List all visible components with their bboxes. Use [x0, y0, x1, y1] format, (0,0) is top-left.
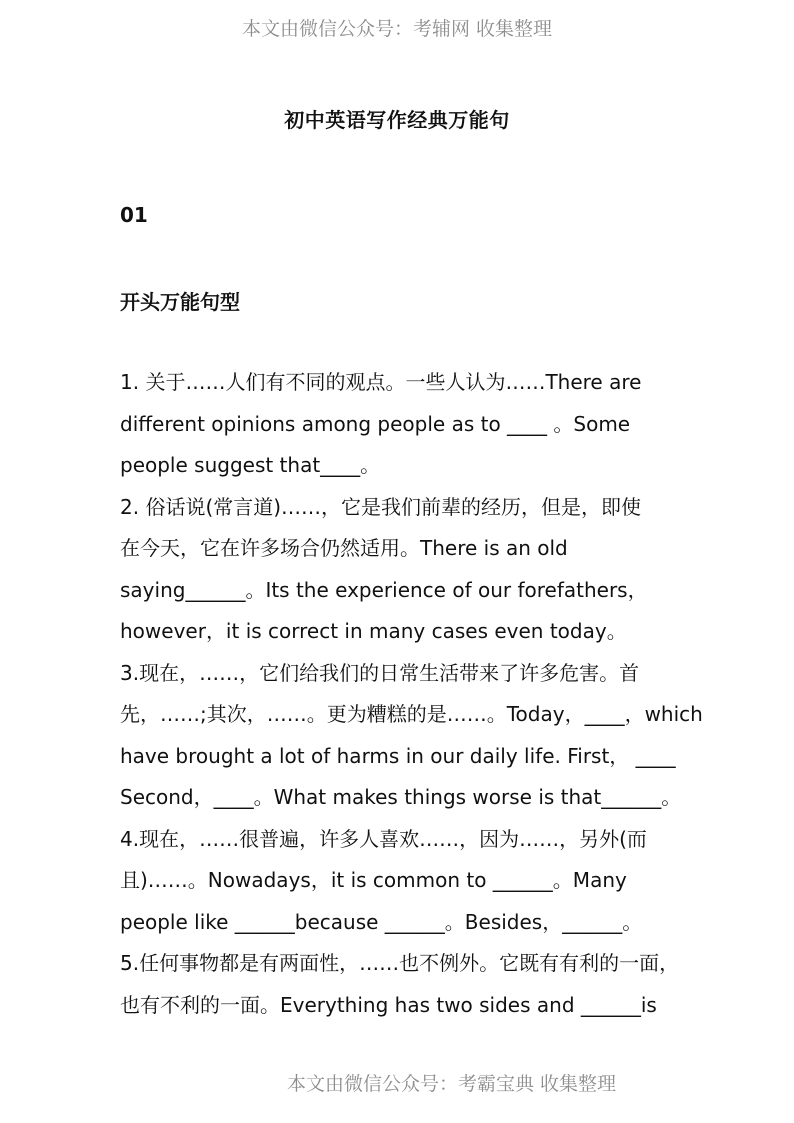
section-number: 01	[120, 203, 148, 227]
text-line: 先，……;其次，……。更为糟糕的是……。Today，____，which	[120, 702, 703, 726]
text-line: saying______。Its the experience of our forefathers，	[120, 577, 648, 602]
text-line: 4.现在，……很普遍，许多人喜欢……，因为……，另外(而	[120, 826, 647, 851]
text-line: 在今天，它在许多场合仍然适用。There is an old	[120, 536, 568, 560]
text-line: Second，____。What makes things worse is that______。	[120, 785, 682, 809]
text-line: 1. 关于……人们有不同的观点。一些人认为……There are	[120, 370, 642, 394]
text-line: however，it is correct in many cases even today。	[120, 619, 627, 643]
text-line: 且)……。Nowadays，it is common to ______。Many	[120, 868, 627, 892]
section-heading: 开头万能句型	[120, 290, 240, 314]
text-line: 3.现在，……，它们给我们的日常生活带来了许多危害。首	[120, 660, 640, 685]
watermark-bottom: 本文由微信公众号：考霸宝典 收集整理	[287, 1073, 617, 1095]
text-line: 5.任何事物都是有两面性，……也不例外。它既有有利的一面，	[120, 951, 680, 975]
text-line: 2. 俗话说(常言道)……，它是我们前辈的经历，但是，即使	[120, 494, 642, 519]
text-line: have brought a lot of harms in our daily life. First， ____	[120, 743, 676, 768]
document-title: 初中英语写作经典万能句	[284, 108, 510, 132]
watermark-top: 本文由微信公众号：考辅网 收集整理	[241, 18, 553, 40]
text-line: people like ______because ______。Besides，______。	[120, 909, 643, 934]
body-text	[120, 362, 703, 1026]
text-line: 也有不利的一面。Everything has two sides and ______is	[120, 992, 657, 1017]
text-line: people suggest that____。	[120, 453, 381, 477]
text-line: different opinions among people as to ____ 。Some	[120, 411, 631, 436]
